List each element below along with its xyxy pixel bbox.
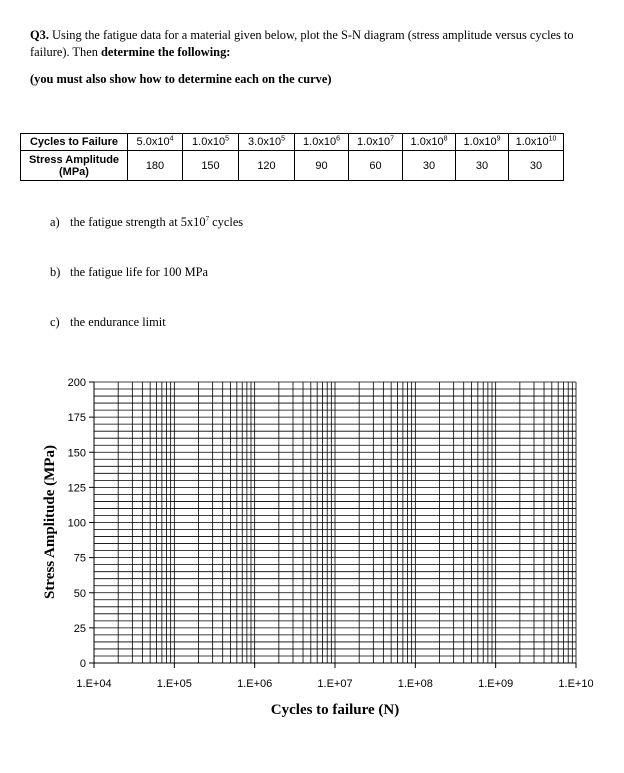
question-bold: determine the following:: [101, 45, 231, 59]
stress-cell: 90: [295, 151, 349, 181]
cycles-cell: $3.0x10^5$: [239, 134, 295, 151]
y-tick-label: 100: [67, 517, 86, 530]
y-tick-label: 125: [67, 482, 86, 495]
cycles-cell: $1.0x10^5$: [183, 134, 239, 151]
y-tick-label: 50: [73, 587, 86, 600]
cycles-cell: $1.0x10^8$: [403, 134, 456, 151]
x-tick-label: 1.E+05: [156, 678, 192, 690]
y-axis-label: Stress Amplitude (MPa): [42, 445, 58, 599]
stress-header: Stress Amplitude (MPa): [21, 151, 128, 181]
part-c: c) the endurance limit: [50, 315, 166, 329]
stress-cell: 150: [183, 151, 239, 181]
stress-cell: 30: [509, 151, 564, 181]
cycles-cell: $5.0x10^4$: [128, 134, 183, 151]
cycles-cell: $1.0x10^9$: [456, 134, 509, 151]
question-body: Using the fatigue data for a material given below, plot the S-N diagram (stress amplitude versus cycles to failure). Then: [30, 28, 574, 59]
x-tick-label: 1.E+08: [397, 678, 433, 690]
part-b: b) the fatigue life for 100 MPa: [50, 265, 208, 279]
stress-cell: 30: [456, 151, 509, 181]
stress-cell: 30: [403, 151, 456, 181]
stress-cell: 120: [239, 151, 295, 181]
cycles-cell: $1.0x10^7$: [349, 134, 403, 151]
part-a: a) the fatigue strength at $5x10^7$ cycles: [50, 214, 244, 229]
cycles-header: Cycles to Failure: [21, 134, 128, 151]
stress-cell: 60: [349, 151, 403, 181]
x-tick-label: 1.E+06: [237, 678, 273, 690]
y-tick-label: 75: [73, 552, 86, 565]
x-axis-label: Cycles to failure (N): [270, 702, 400, 718]
x-tick-label: 1.E+04: [76, 678, 112, 690]
x-tick-label: 1.E+10: [558, 678, 594, 690]
question-note: (you must also show how to determine each on the curve): [30, 72, 332, 86]
cycles-cell: $1.0x10^{10}$: [509, 134, 564, 151]
cycles-cell: $1.0x10^6$: [295, 134, 349, 151]
y-tick-label: 150: [67, 447, 86, 460]
y-tick-label: 25: [73, 622, 86, 635]
x-tick-label: 1.E+09: [478, 678, 514, 690]
y-tick-label: 175: [67, 412, 86, 425]
stress-cell: 180: [128, 151, 183, 181]
question-number: Q3.: [30, 28, 49, 42]
y-tick-label: 200: [67, 377, 86, 389]
y-tick-label: 0: [79, 658, 86, 670]
x-tick-label: 1.E+07: [317, 678, 353, 690]
chart-grid: [94, 382, 576, 663]
